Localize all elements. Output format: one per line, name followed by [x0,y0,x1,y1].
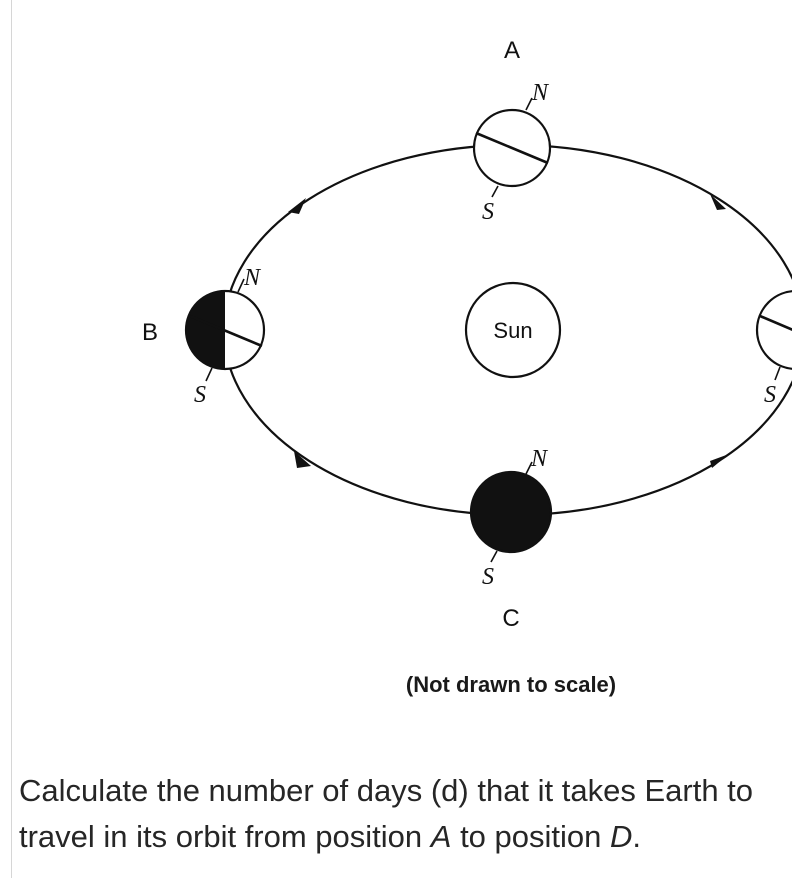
orbit-arrow-upper-left [288,198,306,214]
position-a-label: A [503,37,521,64]
diagram-caption: (Not drawn to scale) [405,672,617,697]
earth-position-d [757,291,792,380]
earth-position-a [474,98,550,197]
question-position-start: A [430,819,452,854]
question-position-end: D [610,819,633,854]
question-part-3: . [632,819,642,854]
position-c-north-label: N [530,446,548,472]
position-c-south-label: S [482,564,494,590]
sun-label: Sun [493,318,533,343]
question-part-1: Calculate the number of days (d) that it takes Earth to travel in its orbit from position [19,773,754,854]
position-c-label: C [502,605,520,632]
position-b-south-label: S [194,382,206,408]
position-d-south-label: S [764,382,776,408]
position-a-south-label: S [482,199,494,225]
earth-position-b [186,279,264,381]
position-b-north-label: N [243,265,261,291]
position-a-north-label: N [531,80,549,106]
position-b-label: B [141,319,159,346]
orbit-arrow-lower-right [710,454,729,468]
earth-position-c [471,462,551,562]
question-text [19,768,789,860]
question-part-2: to position [451,819,610,854]
